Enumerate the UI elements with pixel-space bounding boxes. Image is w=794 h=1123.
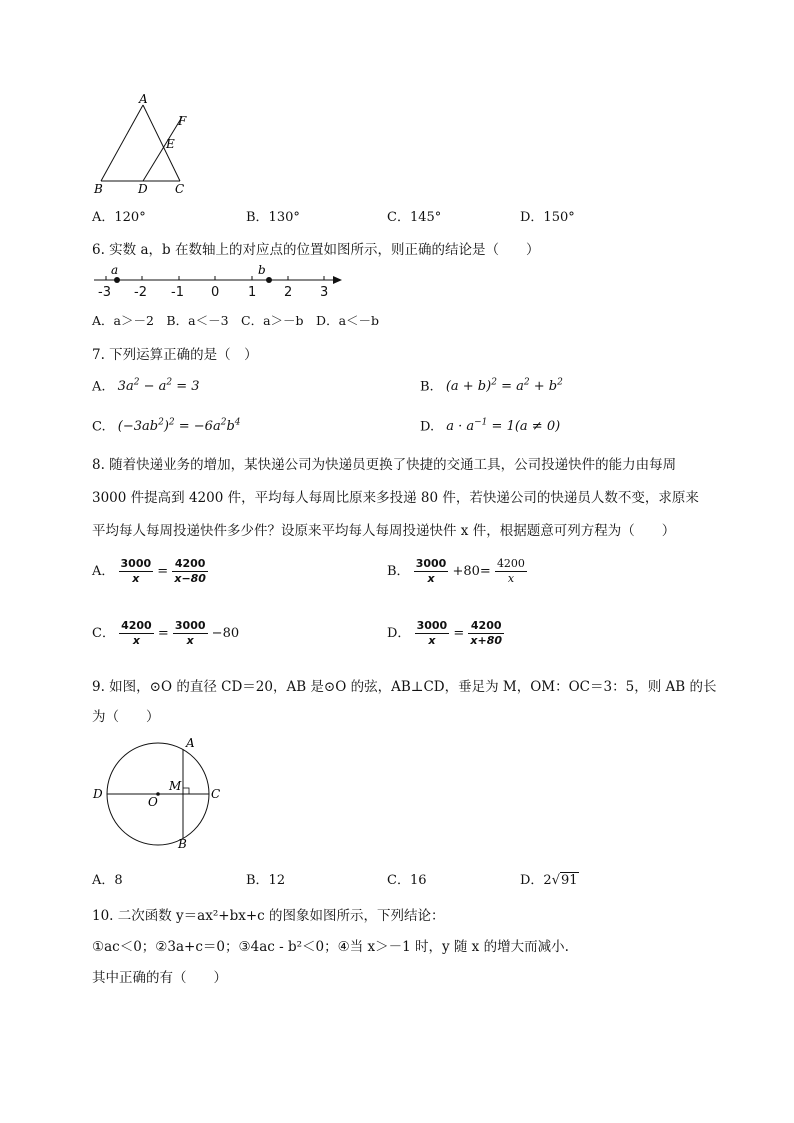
label-o: O (148, 795, 158, 809)
tick-label: 2 (284, 285, 293, 300)
label-d: D (138, 182, 148, 196)
tick-label: -2 (134, 285, 147, 300)
q6-options: A．a＞－2 B．a＜－3 C．a＞－b D．a＜－b (92, 313, 380, 328)
q6-stem: 6. 实数 a，b 在数轴上的对应点的位置如图所示，则正确的结论是（ ） (92, 242, 540, 258)
tick-label: -1 (171, 285, 184, 300)
label-m: M (169, 779, 182, 793)
q8-option-c: C． $\frac{4200}{x}$ = $\frac{3000}{x}$ −80 (92, 619, 240, 647)
label-point-a: a (111, 263, 119, 277)
triangle-figure (90, 92, 200, 197)
q8-line3: 平均每人每周投递快件多少件？设原来平均每人每周投递快件 x 件，根据题意可列方程为（ ） (92, 523, 676, 539)
label-c: C (211, 787, 221, 801)
q8-option-d: D． $\frac{3000}{x}$ = $\frac{4200}{x+80}$ (387, 619, 503, 647)
q10-line1: 10. 二次函数 y＝ax²+bx+c 的图象如图所示，下列结论： (92, 908, 445, 924)
q9-option-c: C．16 (387, 873, 427, 888)
label-a: A (186, 736, 195, 750)
tick-label: -3 (98, 285, 111, 300)
q9-line2: 为（ ） (92, 709, 160, 725)
point-a (114, 277, 120, 283)
q7-option-d: D. $a \cdot a^{-1} = 1(a \ne 0)$ (420, 418, 561, 435)
q8-option-a: A． $\frac{3000}{x}$ = $\frac{4200}{x-80}$ (92, 557, 206, 585)
q8-option-b: B． $\frac{3000}{x}$ +80= $\frac{4200}{x}$ (387, 557, 525, 585)
side-ab (101, 105, 143, 181)
q9-option-b: B．12 (246, 873, 286, 888)
q7-stem: 7. 下列运算正确的是（ ） (92, 347, 258, 363)
q8-line1: 8. 随着快递业务的增加，某快递公司为快递员更换了快捷的交通工具，公司投递快件的能力由每周 (92, 457, 677, 473)
label-point-b: b (258, 263, 266, 277)
q5-option-d: D．150° (520, 210, 575, 225)
circle-figure (90, 732, 230, 852)
right-angle-mark (183, 788, 189, 794)
q9-line1: 9. 如图，⊙O 的直径 CD＝20，AB 是⊙O 的弦，AB⊥CD，垂足为 M，OM：OC＝3：5，则 AB 的长 (92, 679, 717, 695)
tick-label: 3 (320, 285, 329, 300)
label-e: E (166, 137, 175, 151)
q7-option-a: A. $3a^2 - a^2 = 3$ (92, 378, 200, 395)
point-b (266, 277, 272, 283)
q10-line2: ①ac＜0；②3a+c＝0；③4ac - b²＜0；④当 x＞－1 时，y 随 x 的增大而减小. (92, 939, 569, 955)
label-c: C (175, 182, 185, 196)
q10-line3: 其中正确的有（ ） (92, 970, 227, 986)
label-f: F (178, 114, 187, 128)
q9-option-a: A．8 (92, 873, 123, 888)
q7-option-c: C. $(-3ab^2)^2 = -6a^2b^4$ (92, 418, 241, 435)
label-a: A (139, 92, 148, 106)
q5-option-c: C．145° (387, 210, 442, 225)
label-b: B (178, 837, 187, 851)
q8-line2: 3000 件提高到 4200 件，平均每人每周比原来多投递 80 件，若快递公司的快递员人数不变，求原来 (92, 490, 699, 506)
label-b: B (94, 182, 103, 196)
q5-option-a: A．120° (92, 210, 146, 225)
tick-label: 0 (211, 285, 220, 300)
line-df (143, 117, 182, 181)
number-line (90, 262, 350, 300)
q9-option-d: D．2√91 (520, 873, 578, 888)
q5-option-b: B．130° (246, 210, 300, 225)
q7-option-b: B. $(a + b)^2 = a^2 + b^2$ (420, 378, 563, 395)
tick-label: 1 (248, 285, 257, 300)
label-d: D (93, 787, 103, 801)
